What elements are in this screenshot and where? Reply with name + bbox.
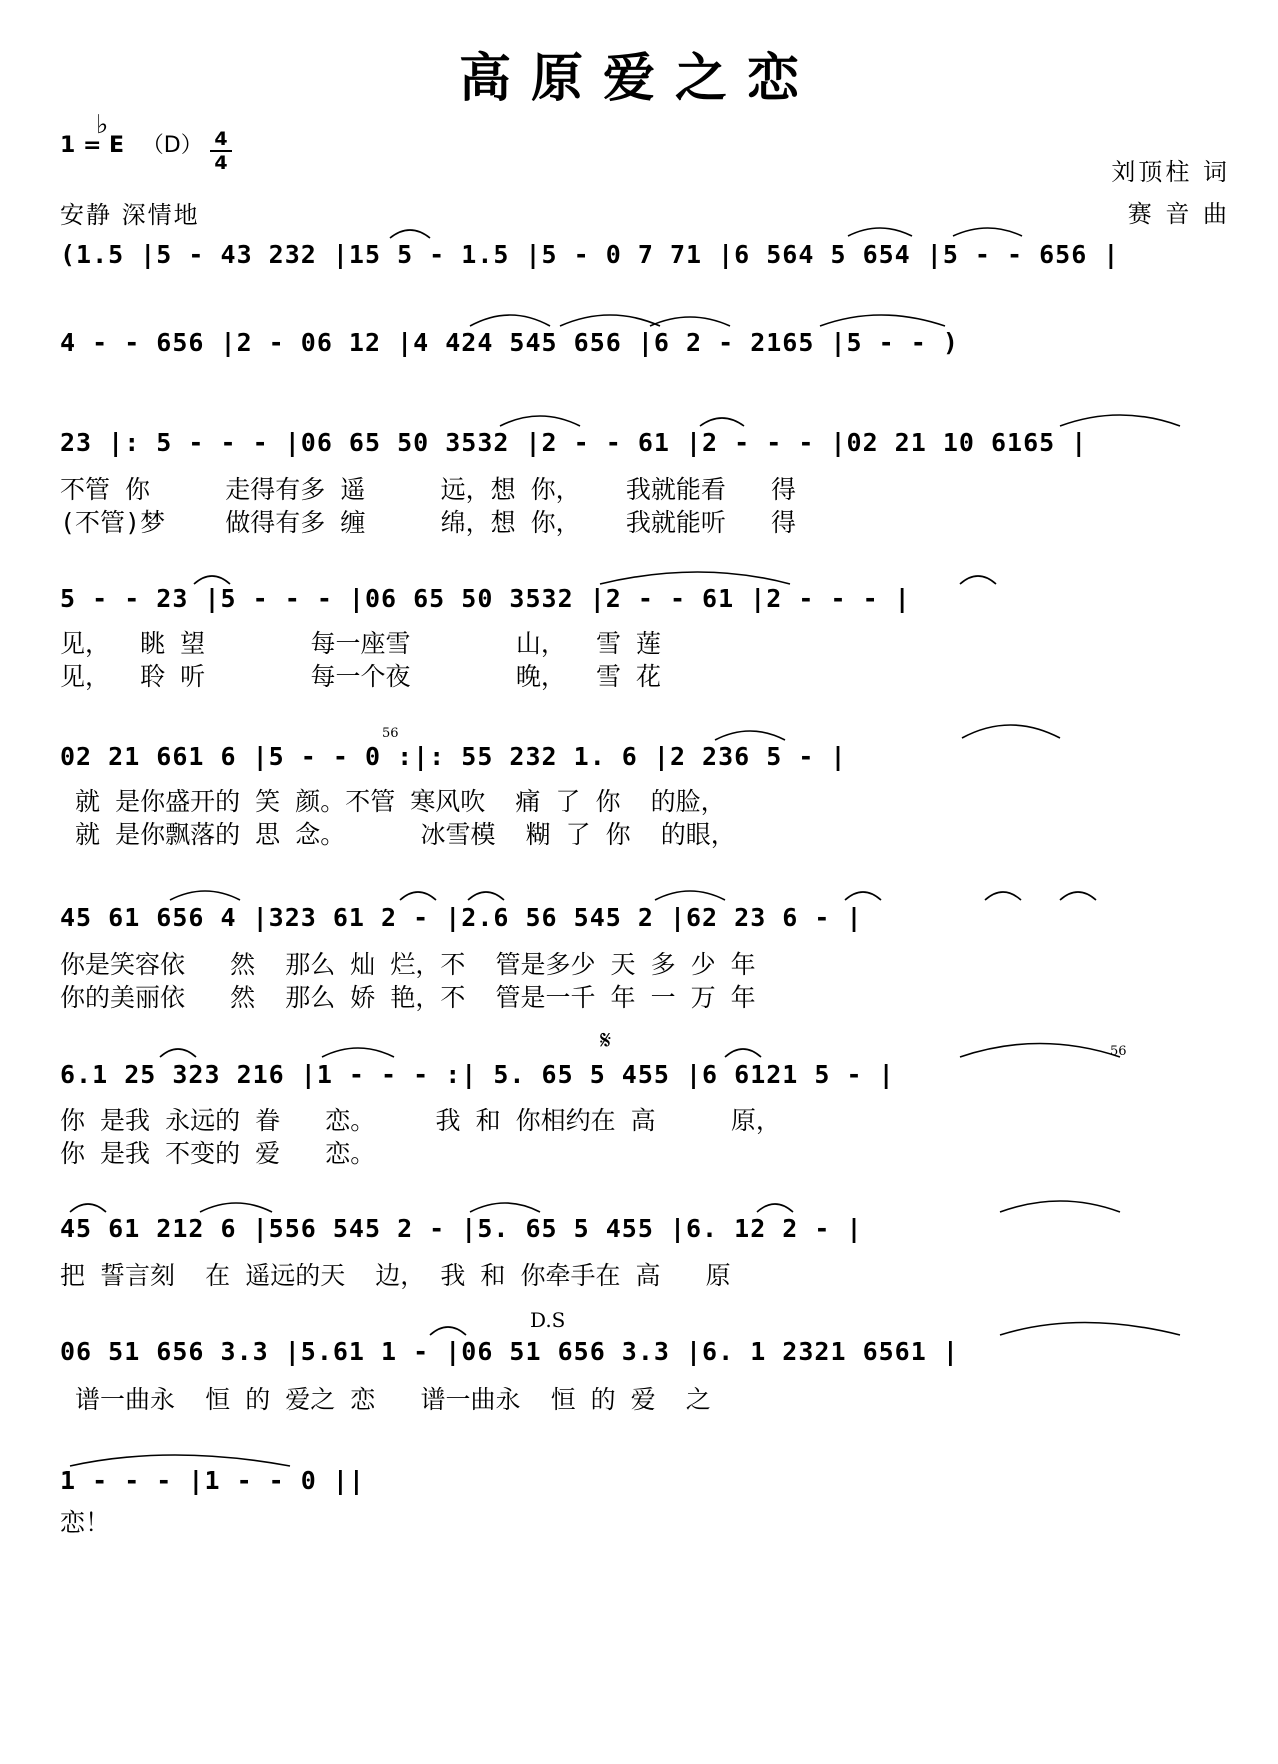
lyric-line-1: 见， 眺 望 每一座雪 山， 雪 莲: [60, 629, 662, 658]
notation-row: 5 - - 23 |5 - - - |06 65 50 3532 |2 - - 61 |2 - - - |: [60, 584, 911, 613]
slur: [170, 891, 240, 900]
key-prefix: 1 = E: [60, 133, 125, 158]
dal-segno-mark: D.S: [530, 1308, 566, 1332]
notation-row: (1.5 |5 - 43 232 |15 5 - 1.5 |5 - 0 7 71 |6 564 5 654 |5 - - 656 |: [60, 240, 1120, 269]
slur: [390, 230, 430, 238]
composer-credit: 赛 音 曲: [1127, 200, 1230, 228]
notation-row: 06 51 656 3.3 |5.61 1 - |06 51 656 3.3 |6. 1 2321 6561 |: [60, 1337, 959, 1366]
slur: [960, 1044, 1120, 1058]
notation-row: 02 21 661 6 |5 - - 0 :|: 55 232 1. 6 |2 236 5 - |: [60, 742, 847, 771]
time-top: 4: [210, 128, 232, 152]
slur: [848, 228, 912, 236]
lyric-line-1: 恋！: [60, 1508, 111, 1537]
notation-row: 4 - - 656 |2 - 06 12 |4 424 545 656 |6 2 - 2165 |5 - - ): [60, 328, 959, 357]
slur: [725, 1049, 761, 1057]
slur: [1060, 415, 1180, 426]
notation-row: 1 - - - |1 - - 0 ||: [60, 1466, 365, 1495]
slur: [757, 1204, 793, 1212]
slur: [470, 1203, 540, 1212]
slur: [1000, 1201, 1120, 1212]
slur: [500, 416, 580, 426]
slur: [953, 228, 1022, 236]
song-title: 高原爱之恋: [458, 48, 819, 109]
slur: [962, 725, 1060, 738]
volta-2-label: 56: [1110, 1044, 1127, 1059]
lyric-line-2: 见， 聆 听 每一个夜 晚， 雪 花: [60, 662, 662, 691]
slur: [1000, 1323, 1180, 1336]
notation-row: 23 |: 5 - - - |06 65 50 3532 |2 - - 61 |2 - - - |02 21 10 6165 |: [60, 428, 1088, 457]
slur: [468, 892, 504, 900]
slur: [700, 418, 744, 426]
slur: [160, 1049, 196, 1057]
slur: [1060, 892, 1096, 900]
lyric-line-1: 就 是你盛开的 笑 颜。不管 寒风吹 痛 了 你 的脸，: [60, 787, 726, 816]
slur: [70, 1204, 106, 1212]
time-bottom: 4: [214, 152, 228, 174]
time-signature: [210, 128, 232, 174]
slur: [655, 891, 725, 900]
lyric-line-2: 就 是你飘落的 思 念。 冰雪模 糊 了 你 的眼，: [60, 820, 736, 849]
lyric-line-1: 不管 你 走得有多 遥 远，想 你， 我就能看 得: [60, 475, 796, 504]
slur: [560, 315, 660, 326]
lyricist-credit: 刘顶柱 词: [1111, 158, 1230, 186]
lyric-line-1: 你是笑容依 然 那么 灿 烂，不 管是多少 天 多 少 年: [60, 950, 756, 979]
lyric-line-1: 你 是我 永远的 眷 恋。 我 和 你相约在 高 原，: [60, 1106, 781, 1135]
slur: [985, 892, 1021, 900]
lyric-line-2: 你的美丽依 然 那么 娇 艳，不 管是一千 年 一 万 年: [60, 983, 756, 1012]
slur: [960, 576, 996, 584]
slur: [845, 892, 881, 900]
lyric-line-2: (不管)梦 做得有多 缠 绵，想 你， 我就能听 得: [60, 508, 796, 537]
notation-row: 45 61 656 4 |323 61 2 - |2.6 56 545 2 |62 23 6 - |: [60, 903, 863, 932]
slur: [70, 1455, 290, 1466]
slur: [200, 1203, 272, 1212]
slur: [400, 892, 436, 900]
tempo-marking: 安静 深情地: [60, 201, 200, 229]
slur: [650, 317, 730, 326]
segno-icon: 𝄋: [600, 1026, 612, 1056]
slur: [470, 315, 550, 326]
key-paren: （D）: [141, 133, 203, 158]
slur: [820, 315, 945, 326]
volta-1-label: 56: [382, 726, 399, 741]
slur: [194, 576, 230, 584]
slur: [322, 1048, 394, 1057]
flat-symbol: ♭: [96, 110, 109, 140]
notation-row: 45 61 212 6 |556 545 2 - |5. 65 5 455 |6. 12 2 - |: [60, 1214, 863, 1243]
lyric-line-1: 谱一曲永 恒 的 爱之 恋 谱一曲永 恒 的 爱 之: [60, 1385, 711, 1414]
slur: [715, 731, 785, 740]
key-signature: [60, 110, 203, 159]
lyric-line-2: 你 是我 不变的 爱 恋。: [60, 1139, 376, 1168]
slur: [430, 1327, 466, 1335]
slur: [600, 572, 790, 584]
notation-row: 6.1 25 323 216 |1 - - - :| 5. 65 5 455 |6 6121 5 - |: [60, 1060, 895, 1089]
lyric-line-1: 把 誓言刻 在 遥远的天 边， 我 和 你牵手在 高 原: [60, 1261, 731, 1290]
